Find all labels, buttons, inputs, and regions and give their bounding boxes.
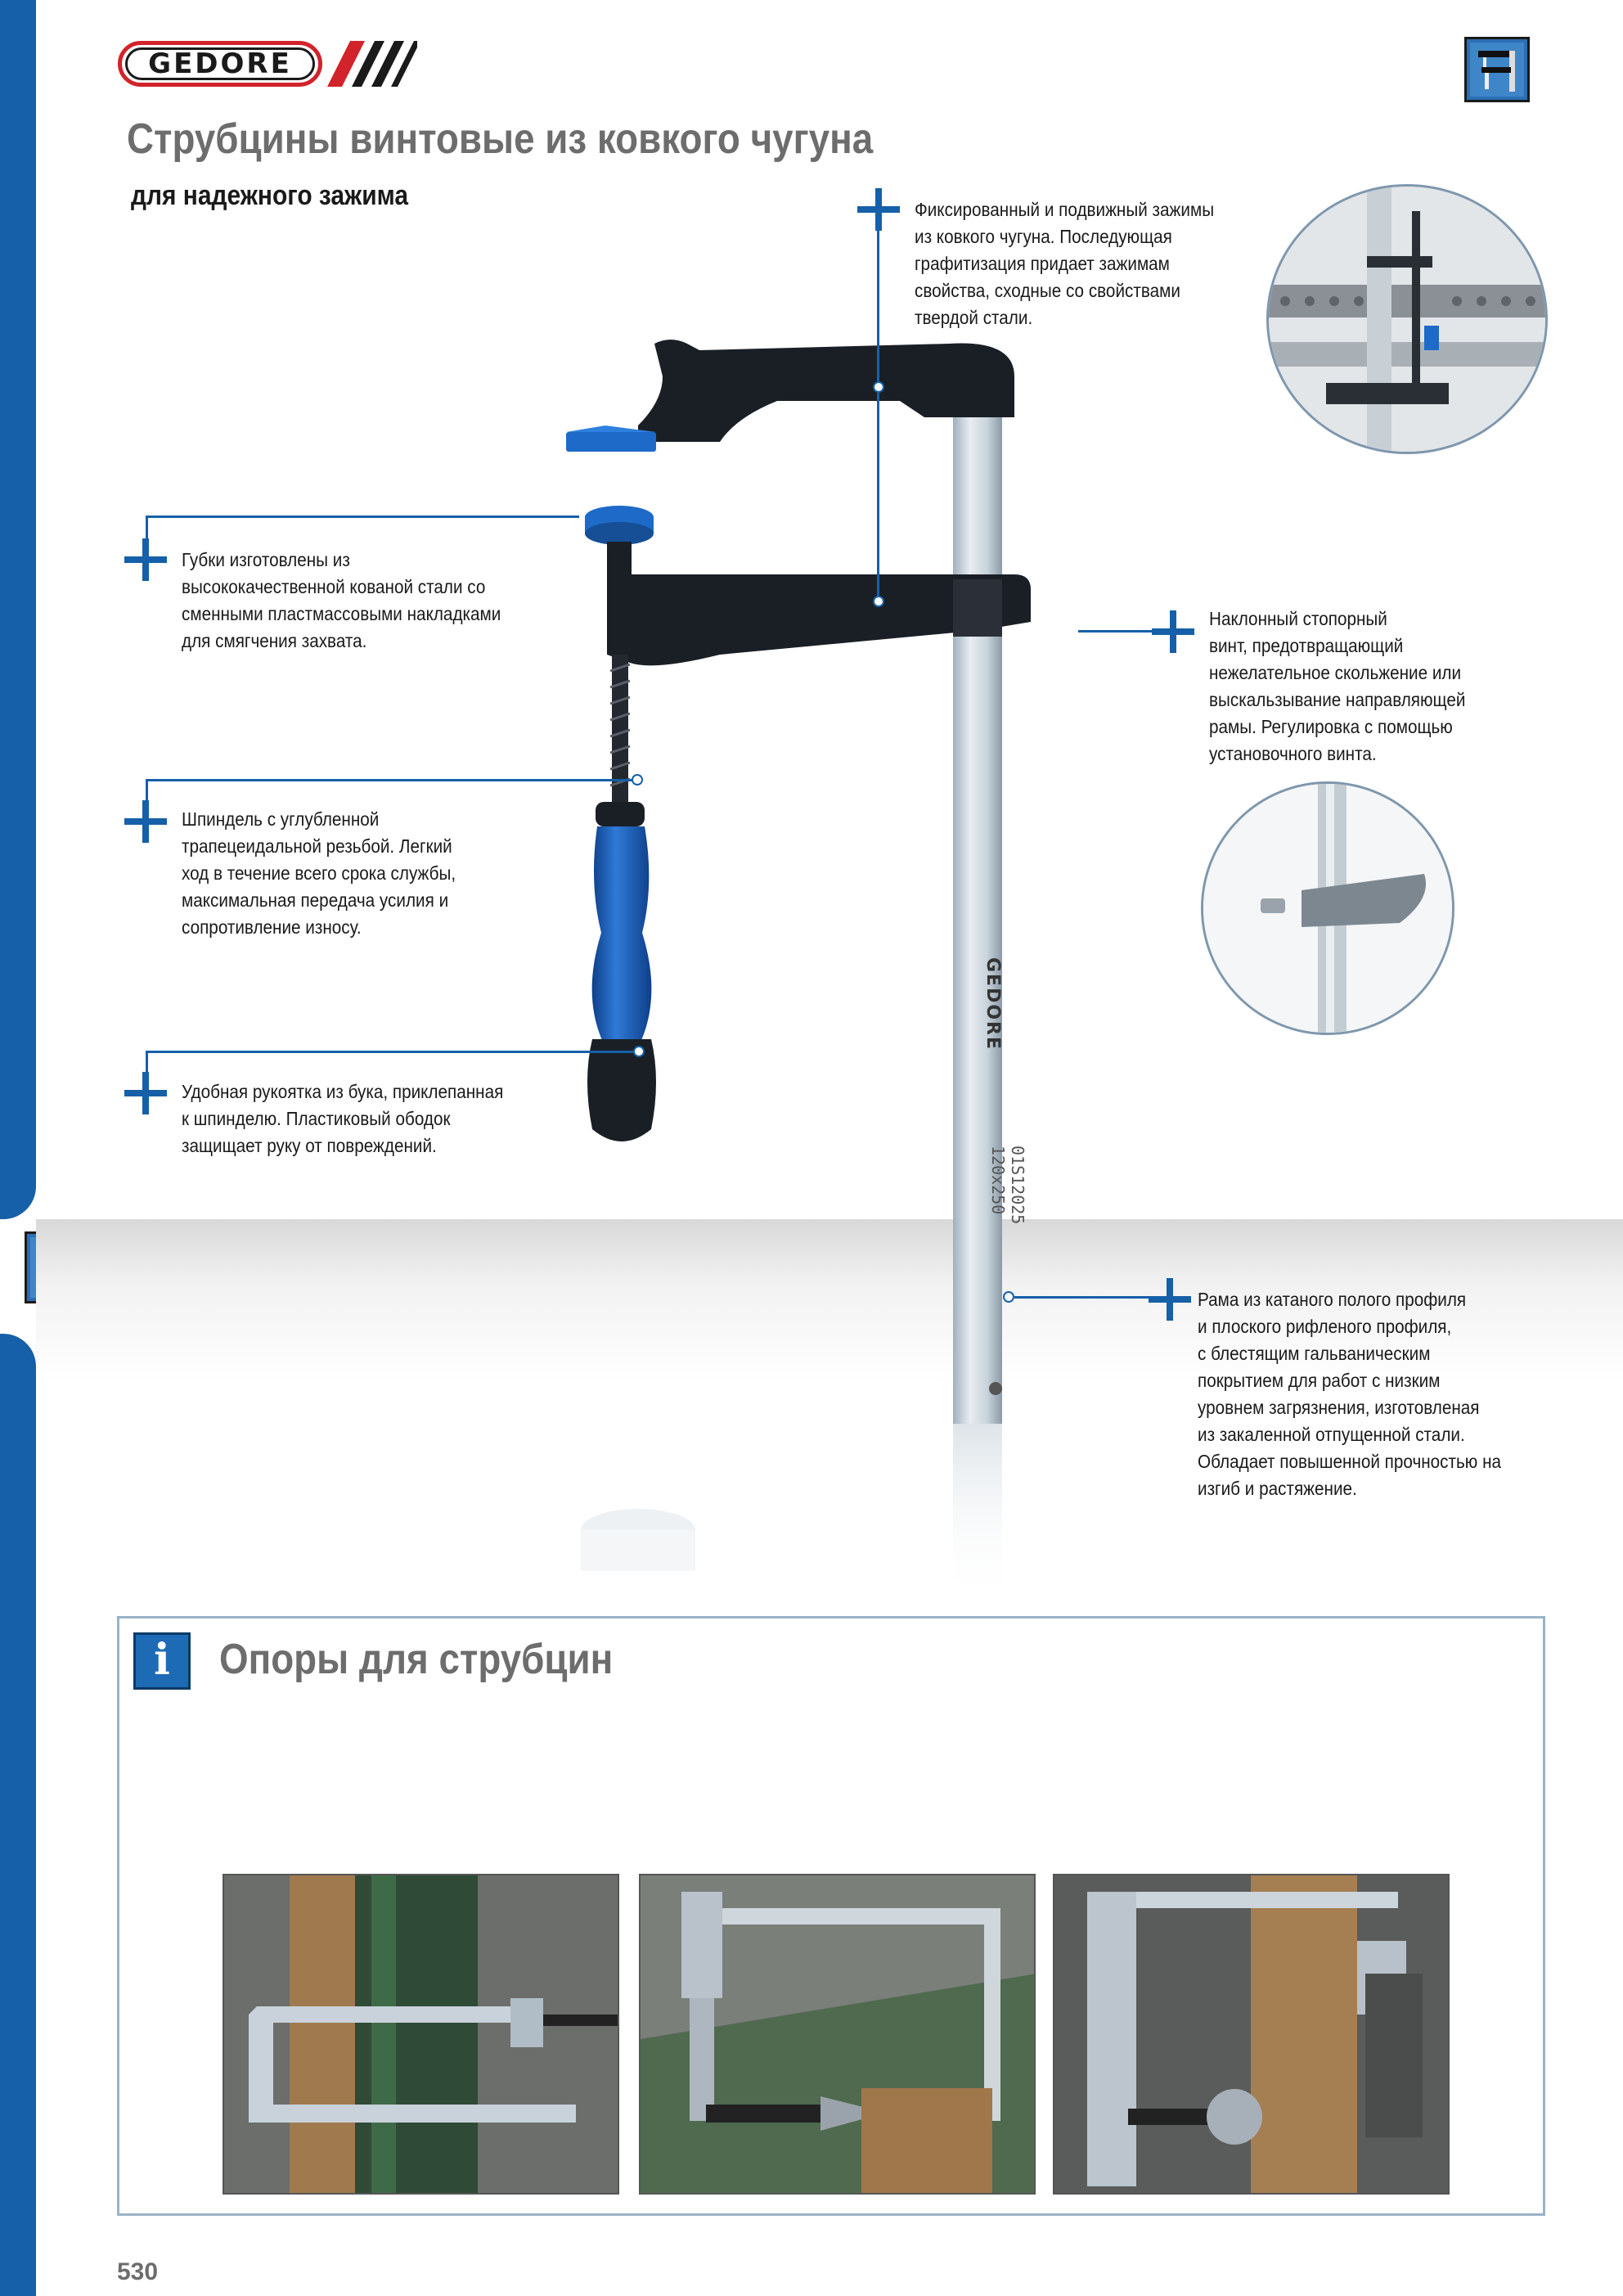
jaws-material-plus-icon [857,188,900,231]
handle-leader-v [146,1051,148,1074]
spindle-leader-h [146,779,632,781]
spindle-leader-v [146,779,148,802]
rail-text: Рама из катаного полого профиля и плоского рифленого профиля, с блестящим гальваническим покрытием для работ с низким уровнем загрязнения, изготовленая из закаленной отпущенной стали. Обладает повышенной прочностью на изгиб и растяжение. [1198,1289,1502,1499]
jaw-pads-leader-v [146,515,148,538]
logo-text: GEDORE [125,47,315,80]
info-icon: i [133,1632,191,1690]
handle-leader-h [146,1051,635,1053]
jaw-pads-plus-icon [124,538,167,581]
clamp-support-photo-1 [223,1874,619,2195]
spindle-plus-icon [124,800,167,843]
handle-plus-icon [124,1072,167,1114]
spindle-text: Шпиндель с углубленной трапецеидальной резьбой. Легкий ход в течение всего срока службы, максимальная передача усилия и сопротивление износу. [182,808,456,938]
gedore-logo [118,41,322,87]
handle-text: Удобная рукоятка из бука, приклепанная к шпинделю. Пластиковый ободок защищает руку от повреждений. [182,1081,504,1156]
jaws-fixed-dot [873,381,884,393]
stop-screw-leader [1078,630,1153,633]
jaws-material-text: Фиксированный и подвижный зажимы из ковкого чугуна. Последующая графитизация придает зажимам свойства, сходные со свойствами твердой стали. [915,199,1215,328]
clamp-illustration [556,327,1096,1620]
info-title: Опоры для струбцин [219,1636,614,1683]
stop-screw-detail-photo [1201,781,1454,1035]
page-title: Струбцины винтовые из ковкого чугуна [127,115,874,163]
rail-plus-icon [1149,1278,1191,1321]
rail-code-marking: 01S12025 [1008,1146,1027,1225]
logo-stripes-icon [327,41,417,87]
stop-screw-text: Наклонный стопорный винт, предотвращающий нежелательное скольжение или выскальзывание направляющей рамы. Регулировка с помощью установочного винта. [1209,608,1466,764]
rail-brand-marking: GEDORE [982,957,1003,1051]
clamp-support-photo-3 [1053,1874,1450,2195]
jaw-pads-text: Губки изготовлены из высококачественной кованой стали со сменными пластмассовыми накладками для смягчения захвата. [182,549,501,651]
rail-leader [1014,1296,1153,1299]
clamp-support-photo-2 [639,1874,1036,2195]
left-edge-bar-top [0,0,36,1219]
clamp-category-icon [1464,37,1530,102]
spindle-dot [632,774,643,786]
jaw-pads-leader-h [146,515,579,518]
jaws-movable-dot [873,596,884,607]
stop-screw-plus-icon [1152,610,1194,653]
jaws-material-leader [877,231,879,607]
handle-dot [633,1046,645,1057]
rail-size-marking: 120x250 [988,1146,1008,1215]
page-subtitle: для надежного зажима [131,180,409,211]
page-number: 530 [117,2258,159,2285]
left-edge-bar-bottom [0,1334,36,2296]
rail-dot [1003,1291,1014,1303]
jaw-detail-photo [1266,184,1548,454]
